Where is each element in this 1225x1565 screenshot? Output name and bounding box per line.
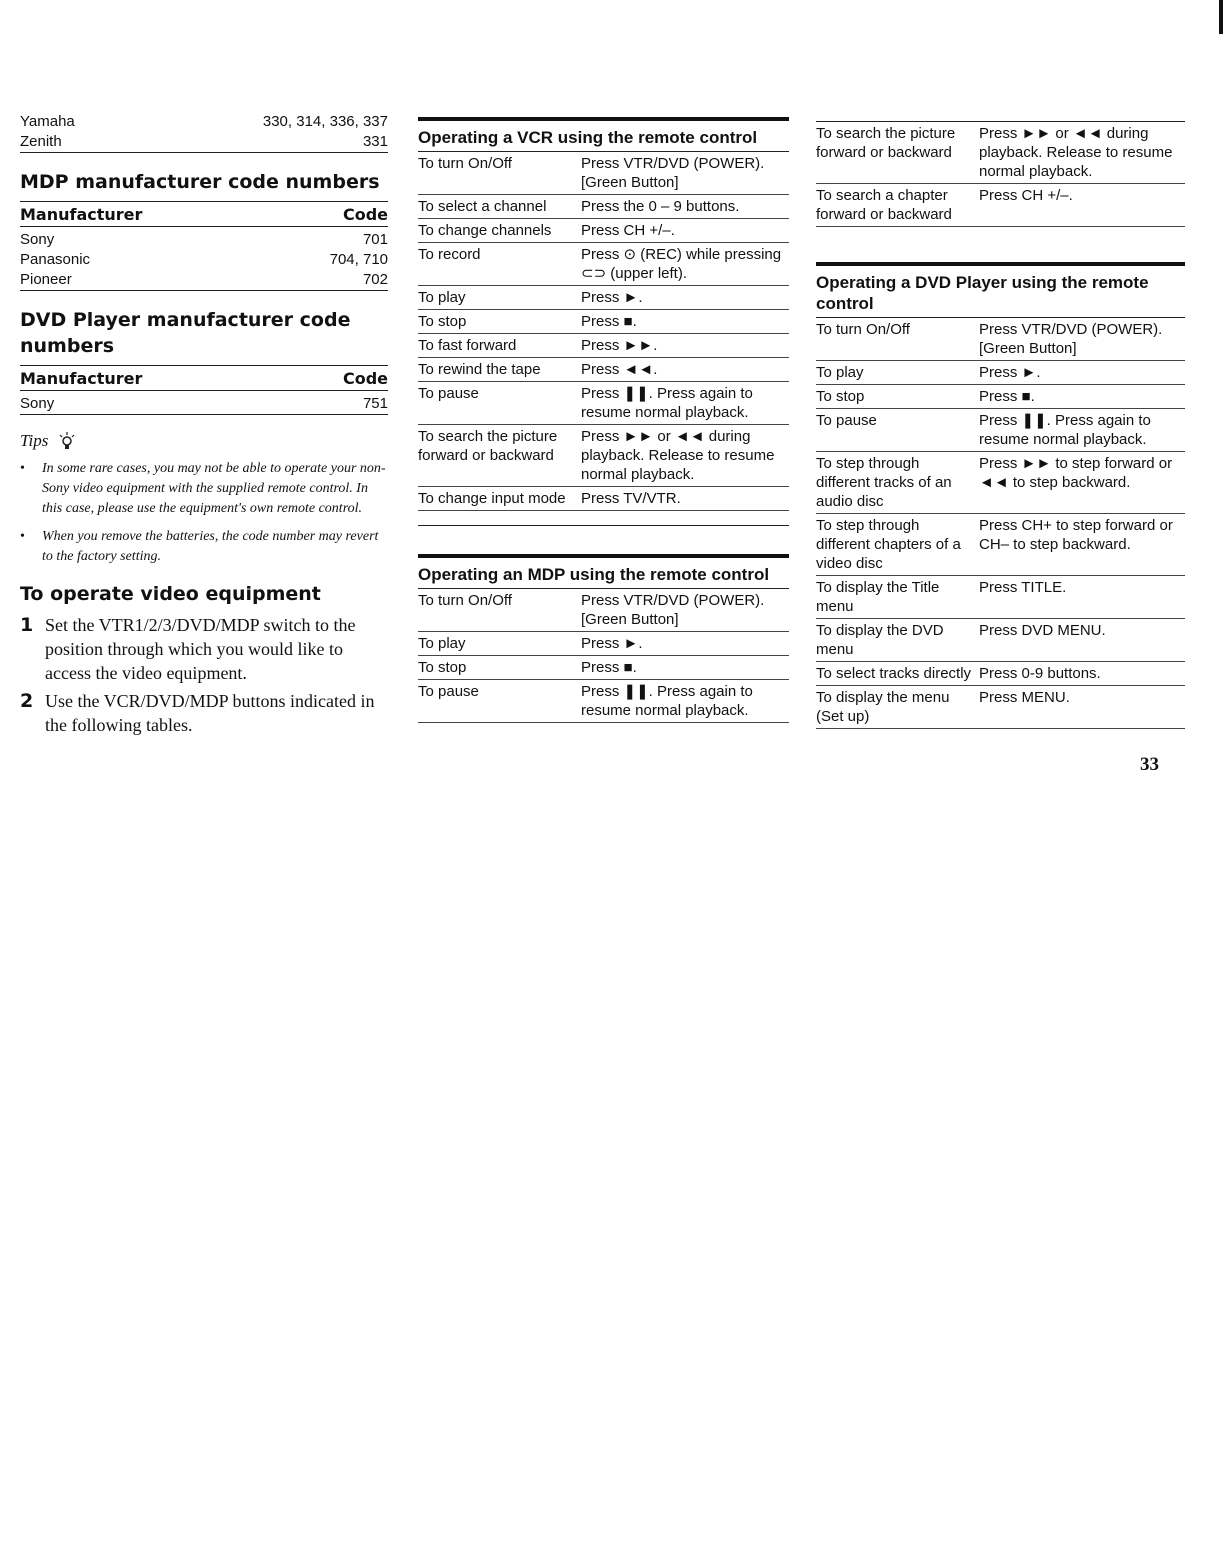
operation-cell: Press ❚❚. Press again to resume normal playback. <box>979 412 1151 448</box>
step-text: Use the VCR/DVD/MDP buttons indicated in the following tables. <box>45 691 375 735</box>
operation-cell: Press ■. <box>581 313 637 330</box>
operation-cell: Press VTR/DVD (POWER). [Green Button] <box>979 321 1163 357</box>
dvd-table-title: Operating a DVD Player using the remote control <box>816 262 1185 318</box>
action-cell: To stop <box>418 659 467 676</box>
page-edge-mark <box>1219 0 1223 34</box>
operation-cell: Press ►. <box>979 364 1041 381</box>
table-row <box>816 514 1185 576</box>
lightbulb-icon <box>58 431 76 451</box>
tip-text: In some rare cases, you may not be able to operate your non-Sony video equipment with the supplied remote control. In this case, please use the equipment's own remote control. <box>42 461 386 516</box>
table-row <box>418 195 789 219</box>
col-manufacturer: Manufacturer <box>20 369 143 388</box>
step-item <box>20 689 388 737</box>
manufacturer-name: Sony <box>20 231 55 248</box>
manufacturer-code: 704, 710 <box>329 251 388 268</box>
table-row <box>816 184 1185 227</box>
action-cell: To search the picture forward or backward <box>418 428 558 464</box>
step-text: Set the VTR1/2/3/DVD/MDP switch to the position through which you would like to access the video equipment. <box>45 615 356 683</box>
table-row <box>816 409 1185 452</box>
operation-cell: Press ►. <box>581 289 643 306</box>
dvd-table <box>816 318 1185 729</box>
mdp-table-continued <box>816 122 1185 227</box>
bullet-icon: • <box>20 529 25 544</box>
operation-cell: Press ►. <box>581 635 643 652</box>
dvd-codes-table-header <box>20 365 388 391</box>
manufacturer-name: Yamaha <box>20 113 75 130</box>
col-code: Code <box>342 369 388 388</box>
table-row <box>418 680 789 723</box>
dvd-codes-heading: DVD Player manufacturer code numbers <box>20 309 351 357</box>
tip-text: When you remove the batteries, the code number may revert to the factory setting. <box>42 529 379 564</box>
page-number: 33 <box>1140 754 1159 775</box>
action-cell: To turn On/Off <box>418 155 512 172</box>
step-item <box>20 613 388 685</box>
right-column <box>816 121 1185 729</box>
table-row <box>418 487 789 511</box>
vcr-table <box>418 152 789 511</box>
table-row <box>418 589 789 632</box>
table-row <box>418 656 789 680</box>
table-row <box>816 576 1185 619</box>
operation-cell: Press ❚❚. Press again to resume normal playback. <box>581 385 753 421</box>
table-row <box>20 270 388 291</box>
tips-title: Tips <box>20 431 49 450</box>
action-cell: To stop <box>418 313 467 330</box>
action-cell: To play <box>418 635 466 652</box>
table-row <box>418 286 789 310</box>
table-row <box>816 686 1185 729</box>
operate-heading: To operate video equipment <box>20 583 321 605</box>
col-manufacturer: Manufacturer <box>20 205 143 224</box>
manufacturer-name: Pioneer <box>20 271 72 288</box>
mdp-codes-table-header <box>20 201 388 227</box>
action-cell: To play <box>816 364 864 381</box>
manufacturer-code: 331 <box>362 133 388 150</box>
action-cell: To search a chapter forward or backward <box>816 187 952 223</box>
table-row <box>418 425 789 487</box>
operation-cell: Press VTR/DVD (POWER). [Green Button] <box>581 592 765 628</box>
operation-cell: Press ■. <box>979 388 1035 405</box>
action-cell: To stop <box>816 388 865 405</box>
operation-cell: Press ►►. <box>581 337 658 354</box>
action-cell: To fast forward <box>418 337 517 354</box>
table-row <box>418 334 789 358</box>
table-row <box>418 152 789 195</box>
action-cell: To pause <box>418 385 479 402</box>
col-code: Code <box>342 205 388 224</box>
action-cell: To play <box>418 289 466 306</box>
action-cell: To turn On/Off <box>418 592 512 609</box>
table-row <box>20 230 388 250</box>
action-cell: To select tracks directly <box>816 665 972 682</box>
table-row <box>418 219 789 243</box>
left-column <box>20 112 388 741</box>
action-cell: To turn On/Off <box>816 321 910 338</box>
action-cell: To rewind the tape <box>418 361 541 378</box>
action-cell: To pause <box>418 683 479 700</box>
middle-column <box>418 117 789 723</box>
action-cell: To pause <box>816 412 877 429</box>
manufacturer-name: Panasonic <box>20 251 91 268</box>
operation-cell: Press TITLE. <box>979 579 1067 596</box>
action-cell: To step through different tracks of an audio disc <box>816 455 952 510</box>
tips-section <box>20 431 388 567</box>
action-cell: To select a channel <box>418 198 547 215</box>
operation-cell: Press ►► or ◄◄ during playback. Release to resume normal playback. <box>581 428 775 483</box>
operation-cell: Press 0-9 buttons. <box>979 665 1101 682</box>
table-row <box>816 318 1185 361</box>
action-cell: To change channels <box>418 222 552 239</box>
step-number: 1 <box>20 614 34 636</box>
table-row <box>20 394 388 415</box>
tip-item <box>20 459 388 519</box>
operation-cell: Press CH+ to step forward or CH– to step backward. <box>979 517 1173 553</box>
step-number: 2 <box>20 690 34 712</box>
manufacturer-code: 701 <box>362 231 388 248</box>
table-row <box>816 619 1185 662</box>
action-cell: To display the Title menu <box>816 579 940 615</box>
mdp-table-title: Operating an MDP using the remote control <box>418 554 789 589</box>
code-row-yamaha <box>20 112 388 132</box>
manufacturer-code: 330, 314, 336, 337 <box>262 113 388 130</box>
manufacturer-name: Zenith <box>20 133 62 150</box>
mdp-table <box>418 589 789 723</box>
table-row <box>816 361 1185 385</box>
tip-item <box>20 527 388 567</box>
mdp-codes-heading: MDP manufacturer code numbers <box>20 171 380 193</box>
action-cell: To change input mode <box>418 490 566 507</box>
operation-cell: Press ⊙ (REC) while pressing ⊂⊃ (upper left). <box>581 246 782 282</box>
spacer <box>418 526 789 554</box>
table-row <box>418 382 789 425</box>
tips-title-row <box>20 431 388 451</box>
manufacturer-code: 702 <box>362 271 388 288</box>
operation-cell: Press CH +/–. <box>581 222 675 239</box>
bullet-icon: • <box>20 461 25 476</box>
spacer <box>816 227 1185 262</box>
table-row <box>816 452 1185 514</box>
table-row <box>816 122 1185 184</box>
operation-cell: Press ◄◄. <box>581 361 658 378</box>
table-row <box>418 243 789 286</box>
operation-cell: Press ❚❚. Press again to resume normal playback. <box>581 683 753 719</box>
operation-cell: Press the 0 – 9 buttons. <box>581 198 740 215</box>
manufacturer-code: 751 <box>362 395 388 412</box>
action-cell: To record <box>418 246 481 263</box>
action-cell: To step through different chapters of a video disc <box>816 517 961 572</box>
action-cell: To display the menu (Set up) <box>816 689 950 725</box>
table-row <box>418 632 789 656</box>
action-cell: To display the DVD menu <box>816 622 944 658</box>
operation-cell: Press MENU. <box>979 689 1070 706</box>
operation-cell: Press VTR/DVD (POWER). [Green Button] <box>581 155 765 191</box>
table-row <box>816 662 1185 686</box>
operation-cell: Press CH +/–. <box>979 187 1073 204</box>
table-end-rule <box>418 511 789 526</box>
operation-cell: Press ►► to step forward or ◄◄ to step backward. <box>979 455 1173 491</box>
code-row-zenith <box>20 132 388 153</box>
manufacturer-name: Sony <box>20 395 55 412</box>
table-row <box>816 385 1185 409</box>
operation-cell: Press TV/VTR. <box>581 490 681 507</box>
action-cell: To search the picture forward or backward <box>816 125 956 161</box>
vcr-table-title: Operating a VCR using the remote control <box>418 117 789 152</box>
operation-cell: Press DVD MENU. <box>979 622 1106 639</box>
table-row <box>418 358 789 382</box>
operation-cell: Press ■. <box>581 659 637 676</box>
table-row <box>20 250 388 270</box>
operation-cell: Press ►► or ◄◄ during playback. Release to resume normal playback. <box>979 125 1173 180</box>
table-row <box>418 310 789 334</box>
